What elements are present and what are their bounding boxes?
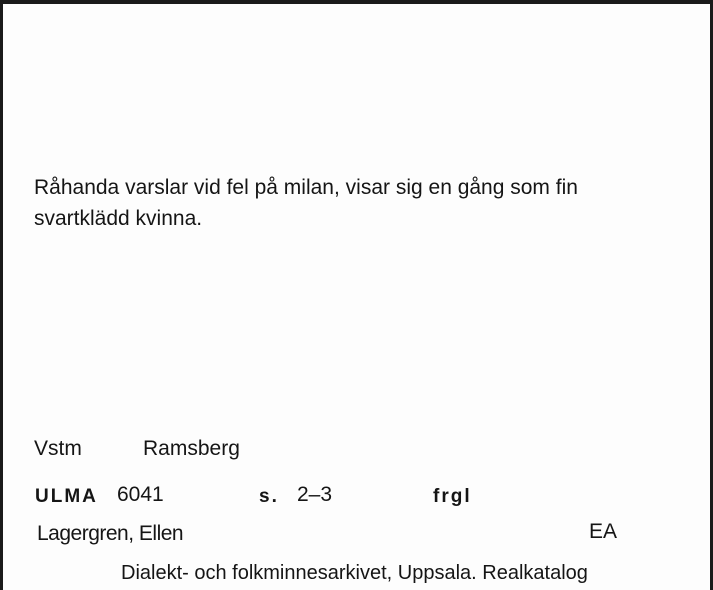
collector-name: Lagergren, Ellen <box>37 522 184 545</box>
page-label: s. <box>259 486 279 507</box>
page-range: 2–3 <box>297 483 333 506</box>
card-text: Råhanda varslar vid fel på milan, visar sig en gång som fin svartklädd kvinna. <box>34 176 578 230</box>
region-label: Vstm <box>34 437 82 460</box>
parish-label: Ramsberg <box>143 437 240 460</box>
initials: EA <box>589 520 618 543</box>
record-type: frgl <box>433 486 472 507</box>
archive-label: ULMA <box>35 486 98 507</box>
archive-footer: Dialekt- och folkminnesarkivet, Uppsala. Realkatalog <box>121 562 588 584</box>
archive-number: 6041 <box>117 483 164 506</box>
